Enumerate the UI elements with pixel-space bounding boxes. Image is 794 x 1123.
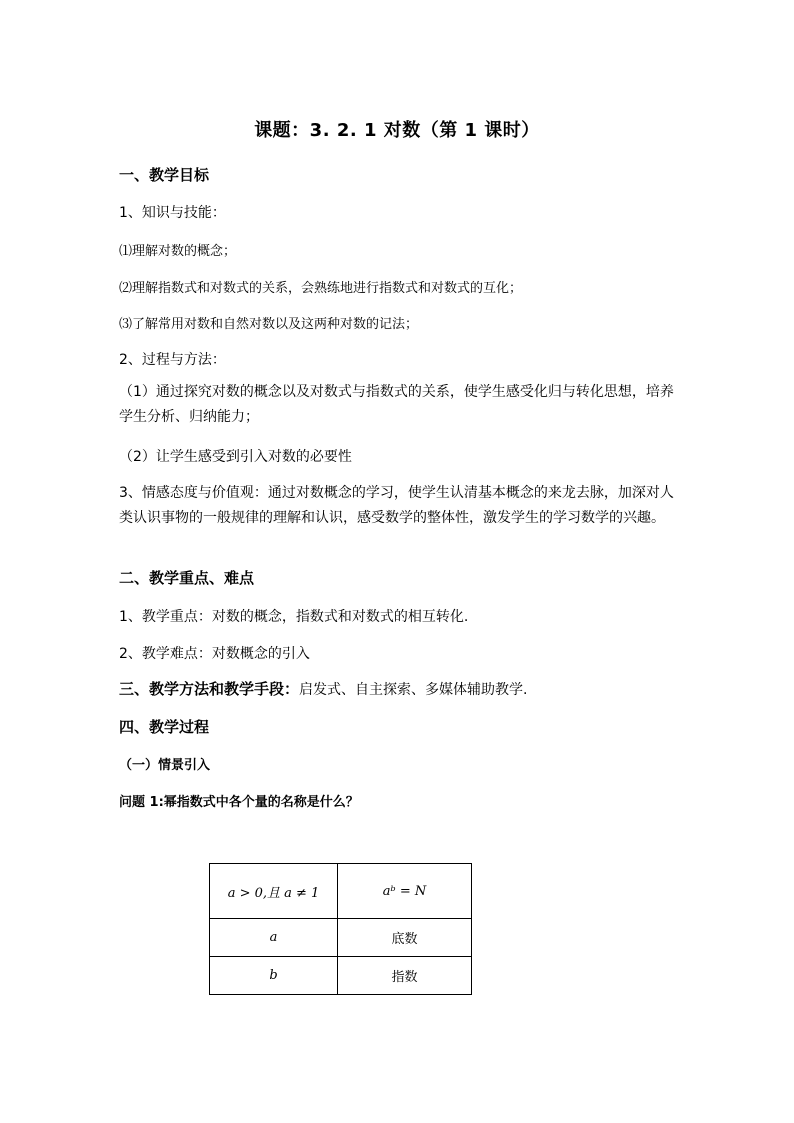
question-label: 问题 1: [119, 795, 164, 810]
table-row [210, 919, 472, 957]
question-text: 幂指数式中各个量的名称是什么？ [163, 795, 359, 810]
table-header-equation: aᵇ = N [338, 864, 472, 919]
table-cell-name: 底数 [338, 919, 472, 957]
section-1-heading: 一、教学目标 [119, 166, 210, 184]
section-4-sub1: （一）情景引入 [119, 758, 211, 773]
question-1 [119, 791, 359, 810]
section-3-line [119, 678, 527, 699]
section-2-heading: 二、教学重点、难点 [119, 569, 255, 587]
table-cell-name: 指数 [338, 957, 472, 995]
section-3-heading: 三、教学方法和教学手段： [119, 680, 300, 698]
section-4-heading: 四、教学过程 [119, 718, 210, 736]
objective-1b: ⑵理解指数式和对数式的关系，会熟练地进行指数式和对数式的互化； [119, 281, 523, 296]
table-header-row [210, 864, 472, 919]
exponent-terms-table [209, 863, 472, 995]
objective-1a: ⑴理解对数的概念； [119, 244, 237, 259]
key-point: 1、教学重点：对数的概念，指数式和对数式的相互转化. [119, 609, 469, 625]
difficult-point: 2、教学难点：对数概念的引入 [119, 646, 310, 662]
objective-1c: ⑶了解常用对数和自然对数以及这两种对数的记法； [119, 317, 419, 332]
table-header-condition: a > 0,且 a ≠ 1 [210, 864, 338, 919]
objective-1: 1、知识与技能： [119, 205, 226, 221]
table-cell-variable: a [210, 919, 338, 957]
table-row [210, 957, 472, 995]
objective-2b: （2）让学生感受到引入对数的必要性 [119, 449, 352, 465]
objective-2a: （1）通过探究对数的概念以及对数式与指数式的关系，使学生感受化归与转化思想，培养学生分析、归纳能力； [119, 384, 674, 425]
objective-2: 2、过程与方法： [119, 352, 226, 368]
section-3-text: 启发式、自主探索、多媒体辅助教学. [299, 682, 528, 698]
objective-3: 3、情感态度与价值观：通过对数概念的学习，使学生认清基本概念的来龙去脉，加深对人类认识事物的一般规律的理解和认识，感受数学的整体性，激发学生的学习数学的兴趣。 [119, 485, 674, 526]
page-title: 课题：3. 2. 1 对数（第 1 课时） [254, 120, 540, 141]
table-cell-variable: b [210, 957, 338, 995]
